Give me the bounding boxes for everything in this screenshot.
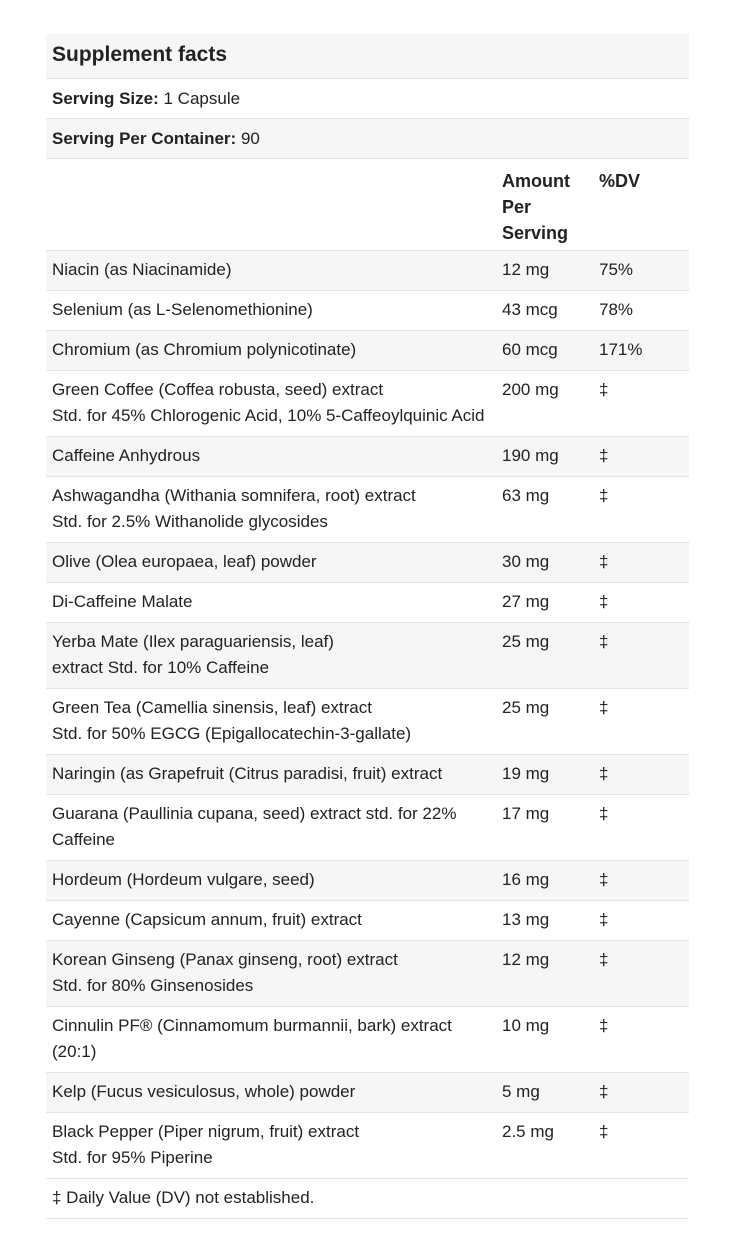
ingredient-dv: ‡	[599, 446, 609, 465]
ingredient-dv: ‡	[599, 804, 609, 823]
ingredient-name-line: Std. for 45% Chlorogenic Acid, 10% 5-Caffeoylquinic Acid	[52, 406, 485, 425]
table-row	[46, 543, 689, 583]
ingredient-amount: 19 mg	[502, 764, 550, 783]
ingredient-name-line: Selenium (as L-Selenomethionine)	[52, 300, 313, 319]
table-row	[46, 623, 689, 689]
table-row	[46, 795, 689, 861]
table-row	[46, 583, 689, 623]
serving-size-value: 1 Capsule	[163, 89, 241, 108]
ingredient-name	[46, 947, 496, 999]
ingredient-name-line: Hordeum (Hordeum vulgare, seed)	[52, 870, 315, 889]
ingredient-name	[46, 589, 496, 615]
ingredient-amount: 63 mg	[502, 486, 550, 505]
ingredient-dv: 75%	[599, 260, 634, 279]
ingredient-list	[46, 251, 689, 1179]
table-row	[46, 1113, 689, 1179]
ingredient-name-line: Guarana (Paullinia cupana, seed) extract std. for 22%	[52, 804, 457, 823]
header-dv: %DV	[599, 171, 641, 191]
ingredient-name-line: Green Coffee (Coffea robusta, seed) extract	[52, 380, 384, 399]
ingredient-dv: ‡	[599, 486, 609, 505]
ingredient-name-line: Olive (Olea europaea, leaf) powder	[52, 552, 317, 571]
ingredient-amount: 2.5 mg	[502, 1122, 554, 1141]
ingredient-name-line: Ashwagandha (Withania somnifera, root) extract	[52, 486, 416, 505]
ingredient-name-line: Naringin (as Grapefruit (Citrus paradisi, fruit) extract	[52, 764, 443, 783]
ingredient-name-line: Cayenne (Capsicum annum, fruit) extract	[52, 910, 362, 929]
ingredient-dv: ‡	[599, 380, 609, 399]
ingredient-amount: 10 mg	[502, 1016, 550, 1035]
ingredient-name	[46, 695, 496, 747]
ingredient-name-line: Cinnulin PF® (Cinnamomum burmannii, bark) extract	[52, 1016, 452, 1035]
table-row	[46, 901, 689, 941]
ingredient-name-line: (20:1)	[52, 1042, 97, 1061]
ingredient-name-line: Std. for 95% Piperine	[52, 1148, 213, 1167]
table-title: Supplement facts	[46, 34, 689, 79]
ingredient-amount: 25 mg	[502, 632, 550, 651]
ingredient-name	[46, 907, 496, 933]
ingredient-dv: 78%	[599, 300, 634, 319]
serving-size-row	[46, 79, 689, 119]
ingredient-amount: 17 mg	[502, 804, 550, 823]
ingredient-name-line: Korean Ginseng (Panax ginseng, root) extract	[52, 950, 398, 969]
ingredient-dv: ‡	[599, 552, 609, 571]
ingredient-name-line: Chromium (as Chromium polynicotinate)	[52, 340, 357, 359]
ingredient-name	[46, 483, 496, 535]
table-row	[46, 1073, 689, 1113]
ingredient-dv: ‡	[599, 1016, 609, 1035]
table-row	[46, 291, 689, 331]
ingredient-dv: ‡	[599, 698, 609, 717]
ingredient-name-line: Std. for 50% EGCG (Epigallocatechin-3-gallate)	[52, 724, 412, 743]
ingredient-name	[46, 801, 496, 853]
ingredient-dv: ‡	[599, 632, 609, 651]
servings-per-container-row	[46, 119, 689, 159]
ingredient-name-line: Black Pepper (Piper nigrum, fruit) extract	[52, 1122, 360, 1141]
header-amount-line: Per	[502, 197, 532, 217]
ingredient-amount: 12 mg	[502, 260, 550, 279]
header-amount-line: Amount	[502, 171, 570, 191]
servings-per-container-label: Serving Per Container:	[52, 129, 237, 148]
table-row	[46, 477, 689, 543]
ingredient-name-line: Niacin (as Niacinamide)	[52, 260, 232, 279]
table-row	[46, 1007, 689, 1073]
ingredient-amount: 12 mg	[502, 950, 550, 969]
footnote: ‡ Daily Value (DV) not established.	[46, 1179, 689, 1219]
table-row	[46, 941, 689, 1007]
ingredient-name	[46, 867, 496, 893]
ingredient-name-line: Std. for 80% Ginsenosides	[52, 976, 254, 995]
table-row	[46, 861, 689, 901]
ingredient-name-line: Caffeine Anhydrous	[52, 446, 201, 465]
ingredient-dv: ‡	[599, 910, 609, 929]
serving-size-label: Serving Size:	[52, 89, 159, 108]
ingredient-dv: ‡	[599, 1122, 609, 1141]
ingredient-amount: 5 mg	[502, 1082, 540, 1101]
ingredient-name-line: extract Std. for 10% Caffeine	[52, 658, 270, 677]
ingredient-amount: 16 mg	[502, 870, 550, 889]
ingredient-dv: ‡	[599, 950, 609, 969]
column-header-row	[46, 159, 689, 251]
ingredient-name	[46, 761, 496, 787]
servings-per-container-value: 90	[240, 129, 260, 148]
ingredient-name	[46, 1119, 496, 1171]
ingredient-name	[46, 443, 496, 469]
ingredient-dv: ‡	[599, 764, 609, 783]
ingredient-amount: 43 mcg	[502, 300, 558, 319]
table-row	[46, 755, 689, 795]
ingredient-amount: 60 mcg	[502, 340, 558, 359]
table-row	[46, 251, 689, 291]
ingredient-name	[46, 549, 496, 575]
ingredient-name	[46, 377, 496, 429]
ingredient-name-line: Std. for 2.5% Withanolide glycosides	[52, 512, 328, 531]
header-amount	[496, 168, 593, 246]
ingredient-name	[46, 257, 496, 283]
ingredient-name-line: Kelp (Fucus vesiculosus, whole) powder	[52, 1082, 356, 1101]
ingredient-name	[46, 1013, 496, 1065]
ingredient-name-line: Di-Caffeine Malate	[52, 592, 193, 611]
ingredient-name	[46, 1079, 496, 1105]
ingredient-amount: 13 mg	[502, 910, 550, 929]
ingredient-name	[46, 337, 496, 363]
ingredient-amount: 200 mg	[502, 380, 559, 399]
ingredient-name	[46, 629, 496, 681]
table-row	[46, 331, 689, 371]
ingredient-dv: ‡	[599, 592, 609, 611]
table-row	[46, 437, 689, 477]
header-amount-line: Serving	[502, 223, 569, 243]
ingredient-amount: 190 mg	[502, 446, 559, 465]
ingredient-dv: 171%	[599, 340, 643, 359]
ingredient-amount: 25 mg	[502, 698, 550, 717]
ingredient-amount: 27 mg	[502, 592, 550, 611]
ingredient-name-line: Caffeine	[52, 830, 116, 849]
ingredient-name	[46, 297, 496, 323]
ingredient-name-line: Green Tea (Camellia sinensis, leaf) extract	[52, 698, 372, 717]
ingredient-dv: ‡	[599, 870, 609, 889]
supplement-facts-table	[46, 34, 689, 1219]
ingredient-name-line: Yerba Mate (Ilex paraguariensis, leaf)	[52, 632, 334, 651]
ingredient-amount: 30 mg	[502, 552, 550, 571]
ingredient-dv: ‡	[599, 1082, 609, 1101]
table-row	[46, 371, 689, 437]
table-row	[46, 689, 689, 755]
